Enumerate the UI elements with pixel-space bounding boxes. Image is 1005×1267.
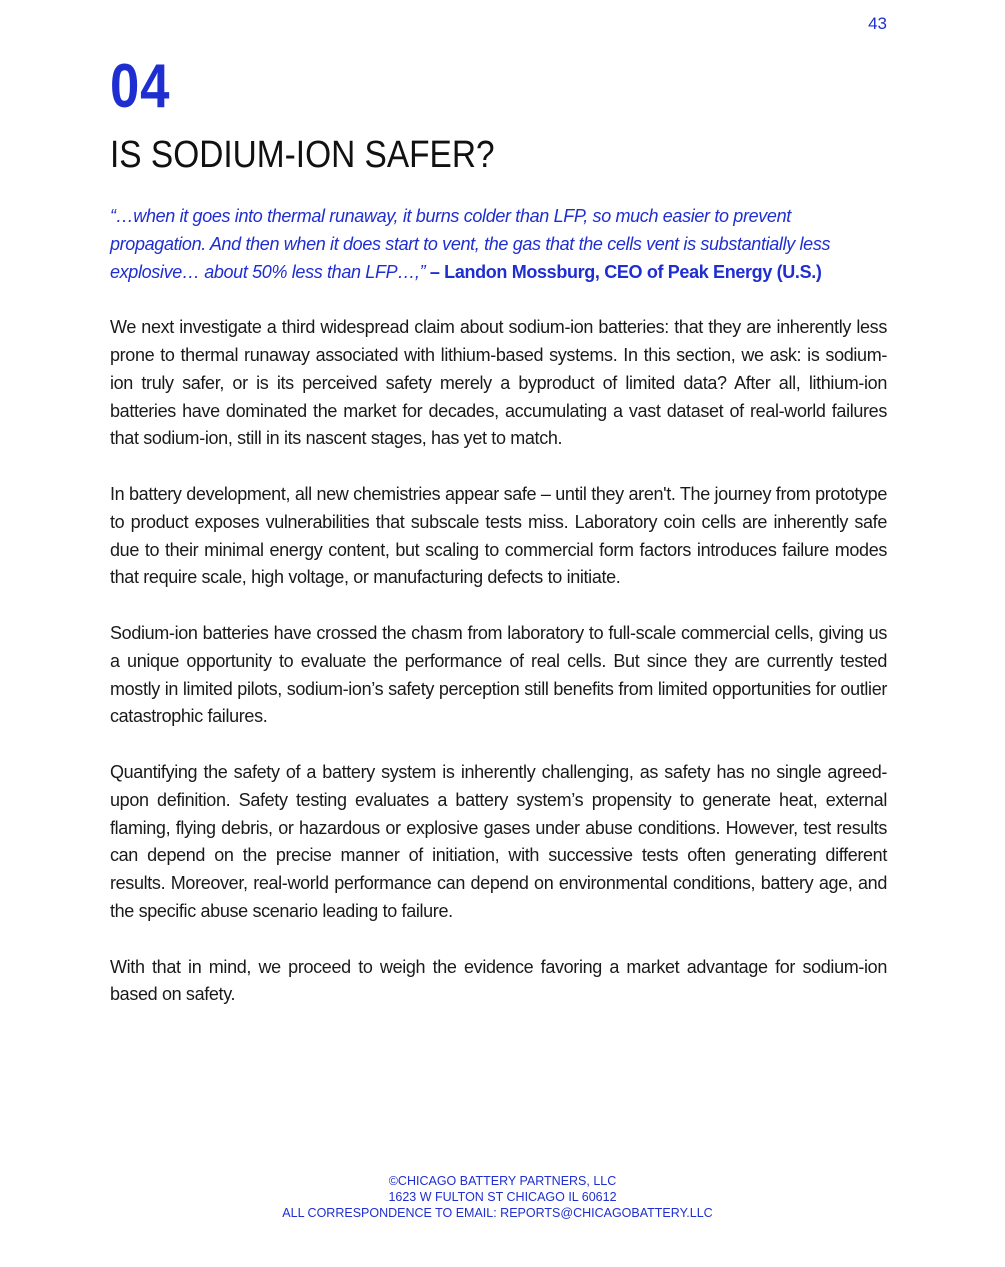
page-content (110, 203, 887, 1037)
section-number: 04 (110, 52, 171, 121)
section-title: IS SODIUM-ION SAFER? (110, 134, 495, 176)
page-number: 43 (868, 14, 887, 33)
paragraph: With that in mind, we proceed to weigh the evidence favoring a market advantage for sodium-ion based on safety. (110, 956, 887, 1005)
paragraph: We next investigate a third widespread claim about sodium-ion batteries: that they are inherently less prone to thermal runaway associated with lithium-based systems. In this section, we ask: is sodium-ion truly safer, or is its perceived safety merely a byproduct of limited data? After all, lithium-ion batteries have dominated the market for decades, accumulating a vast dataset of real-world failures that sodium-ion, still in its nascent stages, has yet to match. (110, 317, 887, 449)
footer-copyright: ©CHICAGO BATTERY PARTNERS, LLC (388, 1174, 617, 1188)
paragraph: In battery development, all new chemistries appear safe – until they aren't. The journey from prototype to product exposes vulnerabilities that subscale tests miss. Laboratory coin cells are inherently safe due to their minimal energy content, but scaling to commercial form factors introduces failure modes that require scale, high voltage, or manufacturing defects to initiate. (110, 483, 887, 588)
footer-email[interactable]: ALL CORRESPONDENCE TO EMAIL: REPORTS@CHICAGOBATTERY.LLC (282, 1206, 713, 1220)
page-footer (0, 1173, 1005, 1221)
footer-address: 1623 W FULTON ST CHICAGO IL 60612 (388, 1190, 617, 1204)
quote-attribution: – Landon Mossburg, CEO of Peak Energy (U.S.) (425, 261, 822, 282)
quote-text: “…when it goes into thermal runaway, it burns colder than LFP, so much easier to prevent propagation. And then when it does start to vent, the gas that the cells vent is substantially less explosive… about 50% less than LFP…,” (110, 206, 831, 282)
paragraph: Quantifying the safety of a battery system is inherently challenging, as safety has no single agreed-upon definition. Safety testing evaluates a battery system’s propensity to generate heat, external flaming, flying debris, or hazardous or explosive gases under abuse conditions. However, test results can depend on the precise manner of initiation, with successive tests often generating different results. Moreover, real-world performance can depend on environmental conditions, battery age, and the specific abuse scenario leading to failure. (110, 761, 887, 921)
paragraph: Sodium-ion batteries have crossed the chasm from laboratory to full-scale commercial cells, giving us a unique opportunity to evaluate the performance of real cells. But since they are currently tested mostly in limited pilots, sodium-ion’s safety perception still benefits from limited opportunities for outlier catastrophic failures. (110, 622, 887, 727)
pull-quote (110, 203, 887, 286)
